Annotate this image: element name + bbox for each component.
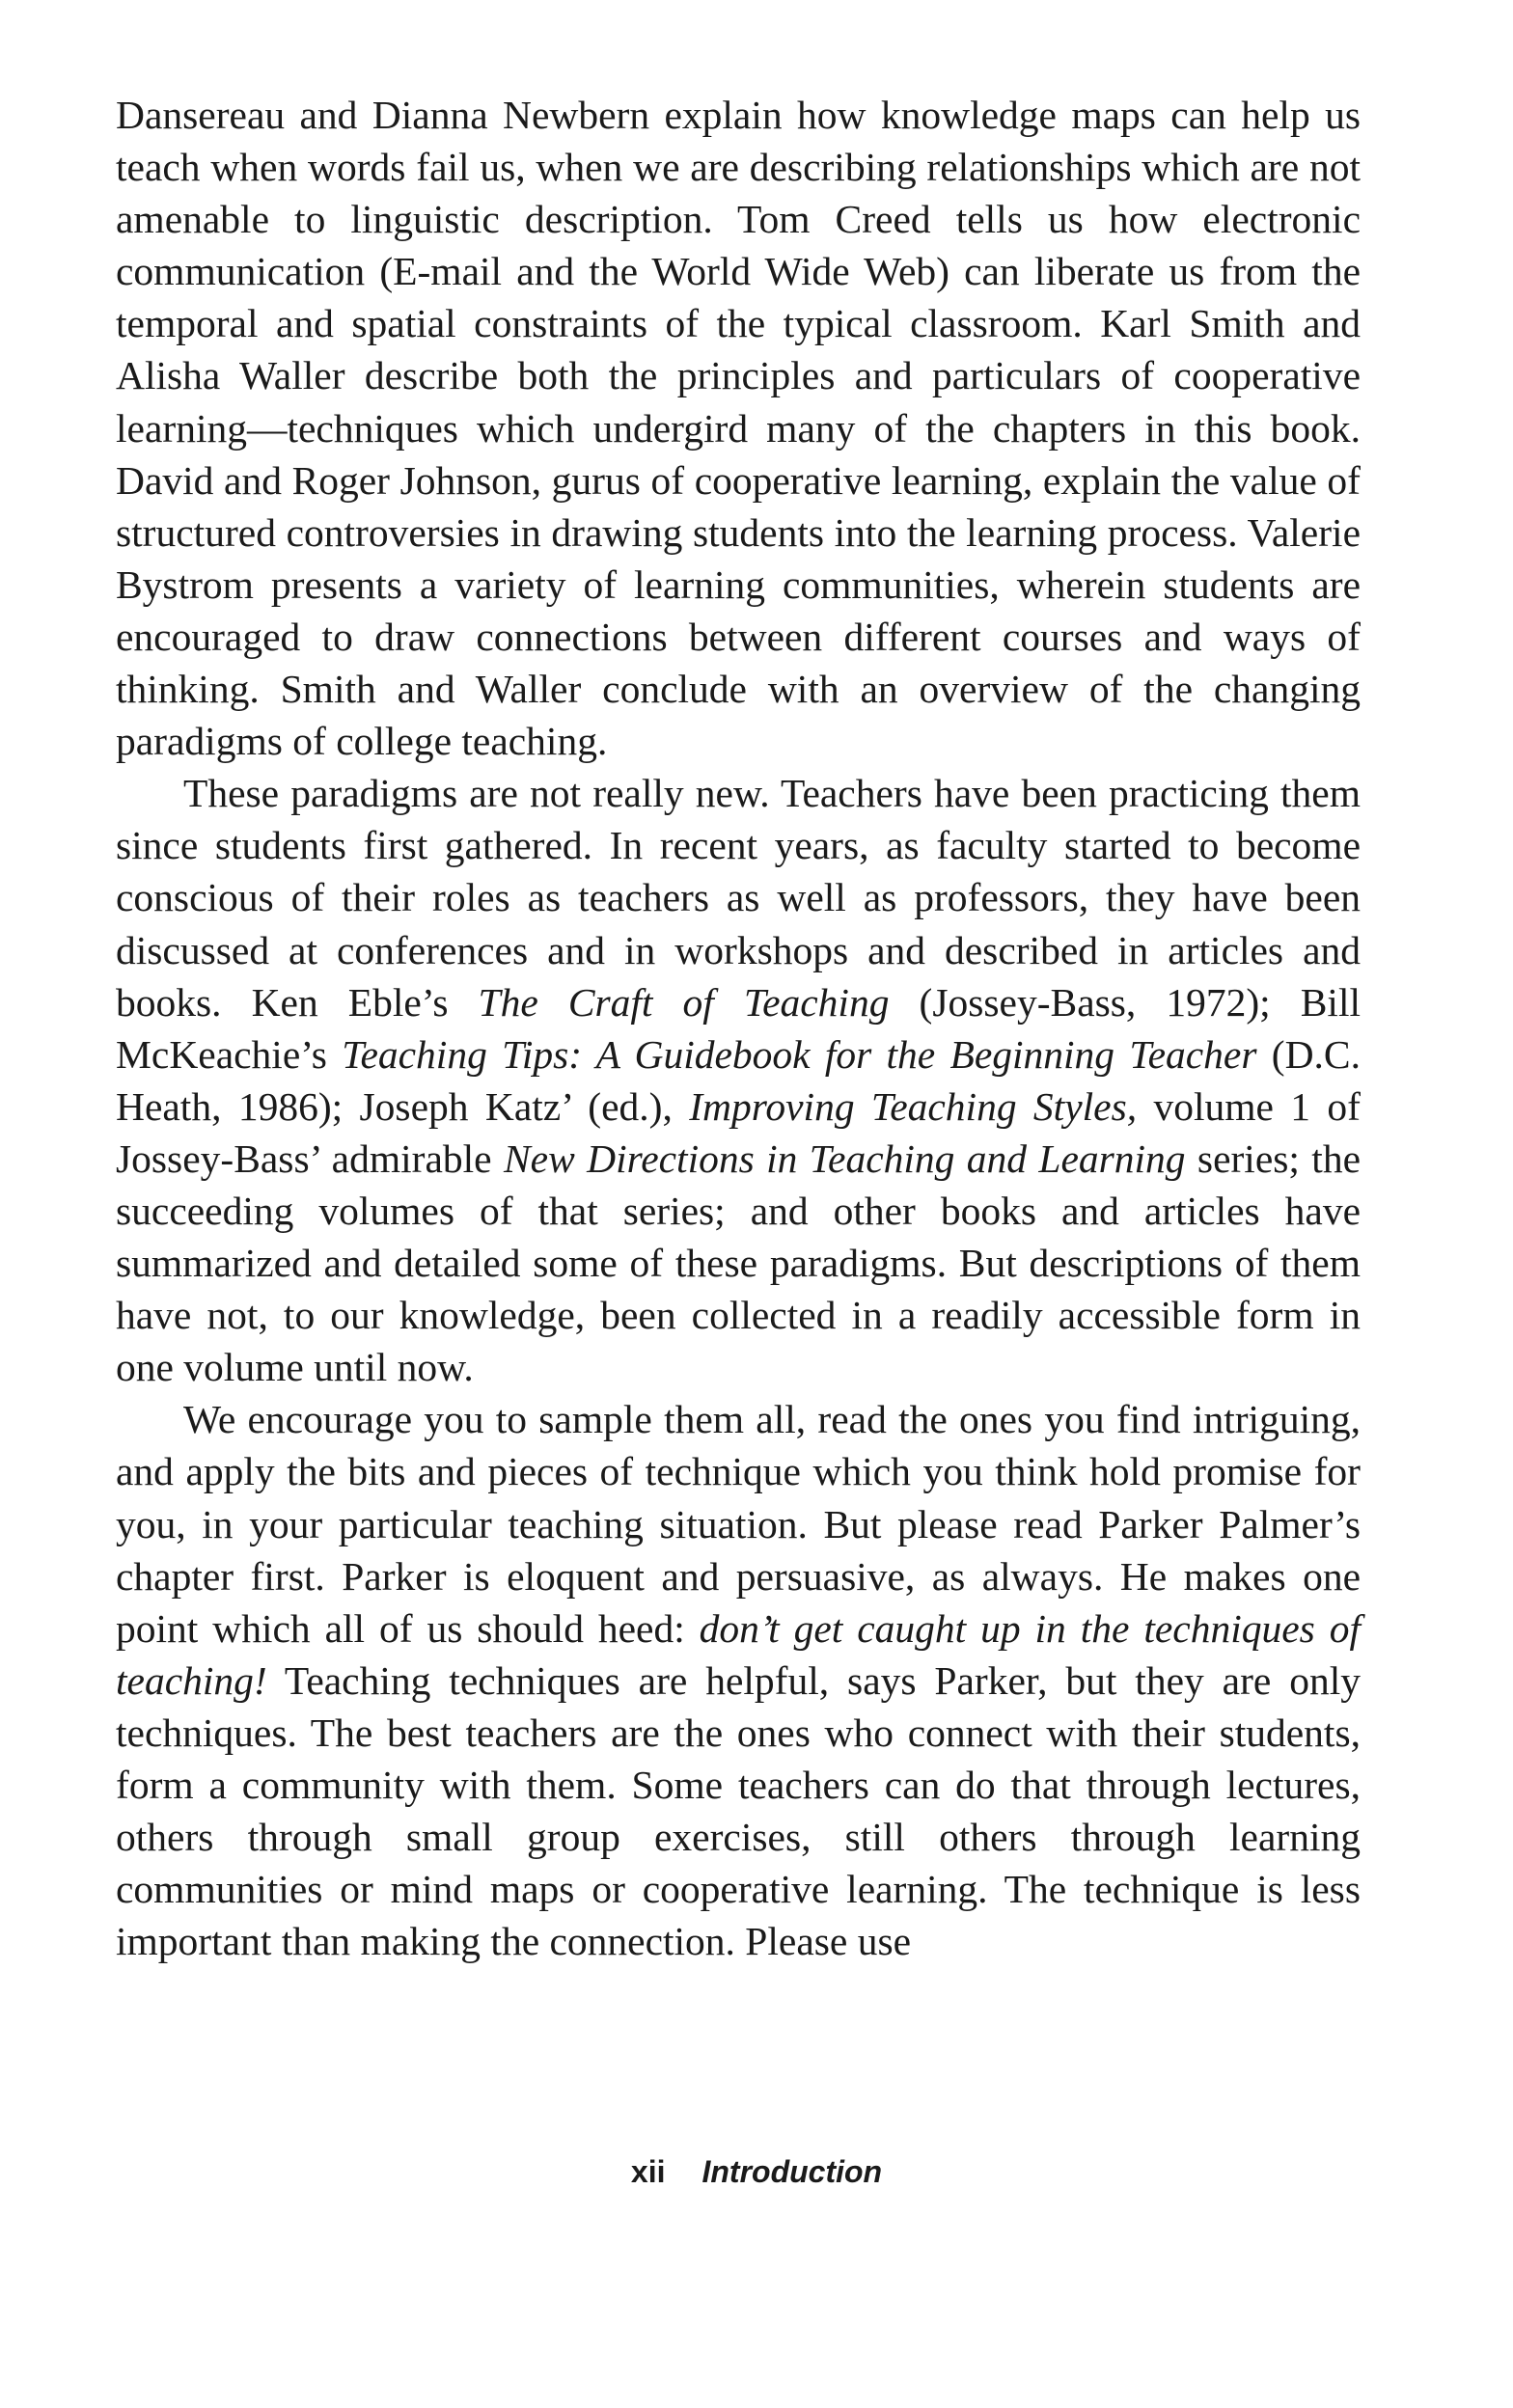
italic-title: don’t get caught up in the techniques of teaching! [116, 1605, 1361, 1703]
text-run: Teaching techniques are helpful, says Parker, but they are only techniques. The best teachers are the ones who connect with their students, form a community with them. Some teachers can do that through lectures, others through small group exercises, still others through learning communities or mind maps or cooperative learning. The technique is less important than making the connection. Please use [116, 1657, 1361, 1964]
text-run: (D.C. Heath, 1986); Joseph Katz’ (ed.), [116, 1031, 1361, 1129]
running-footer [0, 2154, 1513, 2190]
italic-title: Improving Teaching Styles, [689, 1083, 1138, 1129]
text-run: These paradigms are not really new. Teachers have been practicing them since students first gathered. In recent years, as faculty started to become conscious of their roles as teachers as well as professors, they have been discussed at conferences and in workshops and described in articles and books. Ken Eble’s [116, 771, 1361, 1025]
section-title: Introduction [701, 2154, 883, 2189]
paragraph-2 [116, 767, 1361, 1393]
text-run: series; the succeeding volumes of that series; and other books and articles have summarized and detailed some of these paradigms. But descriptions of them have not, to our knowledge, been collected in a readily accessible form in one volume until now. [116, 1136, 1361, 1390]
italic-title: New Directions in Teaching and Learning [503, 1136, 1186, 1181]
paragraph-1 [116, 89, 1361, 767]
italic-title: The Craft of Teaching [478, 979, 890, 1025]
text-run: volume 1 of Jossey-Bass’ admirable [116, 1083, 1361, 1181]
text-run: (Jossey-Bass, 1972); Bill McKeachie’s [116, 979, 1361, 1077]
body-text [116, 89, 1361, 1967]
paragraph-3 [116, 1393, 1361, 1967]
text-run: Dansereau and Dianna Newbern explain how knowledge maps can help us teach when words fail us, when we are describing relationships which are not amenable to linguistic description. Tom Creed tells us how electronic communication (E-mail and the World Wide Web) can liberate us from the temporal and spatial constraints of the typical classroom. Karl Smith and Alisha Waller describe both the principles and particulars of cooperative learning—techniques which undergird many of the chapters in this book. David and Roger Johnson, gurus of cooperative learning, explain the value of structured controversies in drawing students into the learning process. Valerie Bystrom presents a variety of learning communities, wherein students are encouraged to draw connections between different courses and ways of thinking. Smith and Waller conclude with an overview of the changing paradigms of college teaching. [116, 93, 1361, 764]
page-number: xii [630, 2154, 666, 2189]
text-run: We encourage you to sample them all, read the ones you find intriguing, and apply the bits and pieces of technique which you think hold promise for you, in your particular teaching situation. But please read Parker Palmer’s chapter first. Parker is eloquent and persuasive, as always. He makes one point which all of us should heed: [116, 1397, 1361, 1651]
italic-title: Teaching Tips: A Guidebook for the Beginning Teacher [342, 1031, 1257, 1077]
